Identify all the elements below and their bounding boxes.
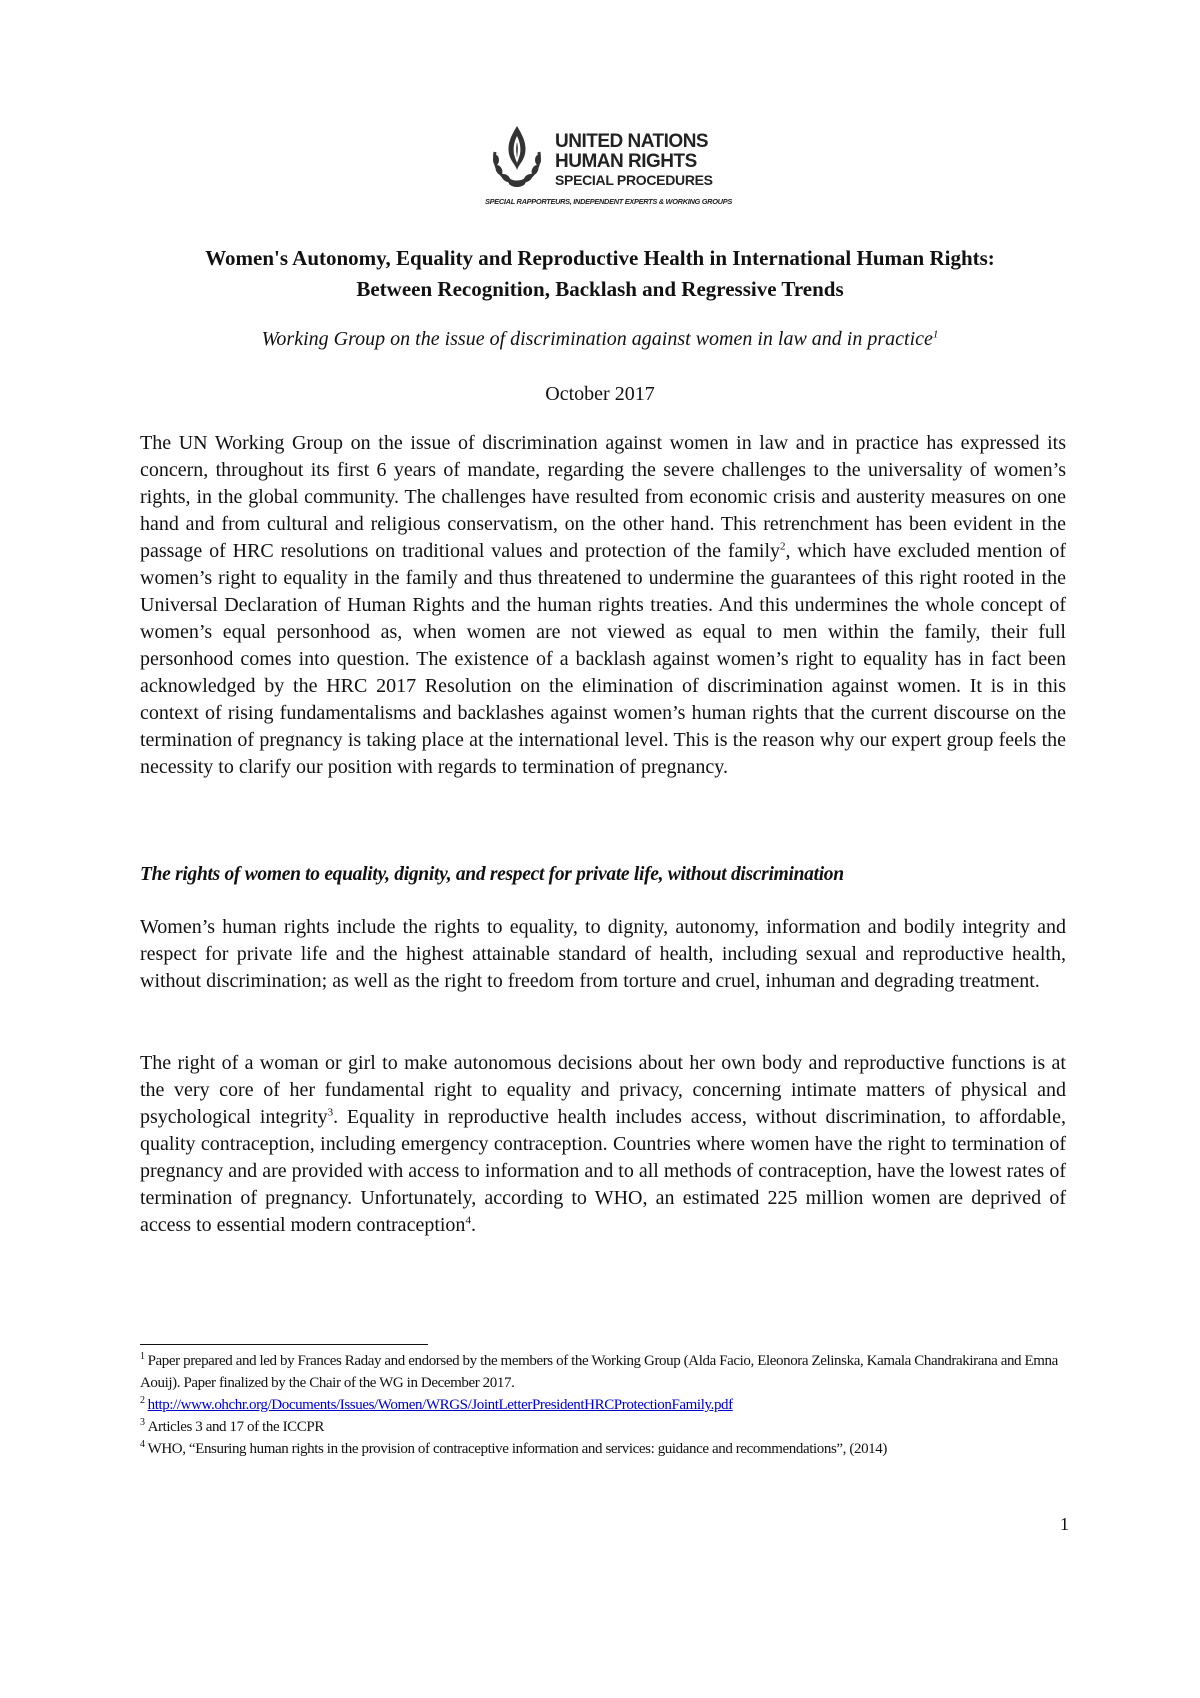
- intro-text-b: , which have excluded mention of women’s right to equality in the family and thus threatened to undermine the guarantees of this right rooted in the Universal Declaration of Human Rights and the human rights treaties. And this undermines the whole concept of women’s equal personhood as, when women are not viewed as equal to men within the family, their full personhood comes into question. The existence of a backlash against women’s right to equality has in fact been acknowledged by the HRC 2017 Resolution on the elimination of discrimination against women. It is in this context of rising fundamentalisms and backlashes against women’s human rights that the current discourse on the termination of pregnancy is taking place at the international level. This is the reason why our expert group feels the necessity to clarify our position with regards to termination of pregnancy.: [140, 540, 1066, 778]
- logo-tagline: SPECIAL RAPPORTEURS, INDEPENDENT EXPERTS & WORKING GROUPS: [485, 197, 732, 206]
- un-emblem-icon: [485, 118, 549, 198]
- footnote-separator: [140, 1344, 428, 1345]
- footnote-4: [140, 1438, 1100, 1460]
- footnote-2: [140, 1394, 1100, 1416]
- rights-paragraph: Women’s human rights include the rights to equality, to dignity, autonomy, information and bodily integrity and respect for private life and the highest attainable standard of health, including sexual and reproductive health, without discrimination; as well as the right to freedom from torture and cruel, inhuman and degrading treatment.: [140, 916, 1066, 992]
- footnote-text: WHO, “Ensuring human rights in the provision of contraceptive information and services: guidance and recommendations”, (2014): [147, 1441, 887, 1457]
- footnotes: [140, 1350, 1100, 1460]
- intro-text-a: The UN Working Group on the issue of discrimination against women in law and in practice has expressed its concern, throughout its first 6 years of mandate, regarding the severe challenges to the universality of women’s rights, in the global community. The challenges have resulted from economic crisis and austerity measures on one hand and from cultural and religious conservatism, on the other hand. This retrenchment has been evident in the passage of HRC resolutions on traditional values and protection of the family: [140, 432, 1066, 562]
- autonomy-paragraph: [140, 1050, 1066, 1239]
- section-heading: The rights of women to equality, dignity, and respect for private life, without discrimination: [140, 864, 844, 885]
- autonomy-text-b: . Equality in reproductive health includes access, without discrimination, to affordable, quality contraception, including emergency contraception. Countries where women have the right to termination of pregnancy and are provided with access to information and to all methods of contraception, have the lowest rates of termination of pregnancy. Unfortunately, according to WHO, an estimated 225 million women are deprived of access to essential modern contraception: [140, 1106, 1066, 1236]
- title-line-1: Women's Autonomy, Equality and Reproductive Health in International Human Rights:: [205, 246, 995, 270]
- page-number: 1: [1060, 1514, 1069, 1534]
- footnote-1: [140, 1350, 1100, 1394]
- un-human-rights-logo: [485, 118, 732, 210]
- footnote-text: Articles 3 and 17 of the ICCPR: [147, 1419, 324, 1435]
- document-title: [100, 243, 1100, 305]
- title-line-2: Between Recognition, Backlash and Regressive Trends: [356, 277, 844, 301]
- footnote-link[interactable]: http://www.ohchr.org/Documents/Issues/Women/WRGS/JointLetterPresidentHRCProtectionFamily.pdf: [147, 1397, 733, 1413]
- logo-line-human-rights: HUMAN RIGHTS: [555, 151, 697, 172]
- footnote-number: 2: [140, 1395, 145, 1406]
- subtitle-text: Working Group on the issue of discrimination against women in law and in practice: [261, 328, 933, 350]
- footnote-3: [140, 1416, 1100, 1438]
- document-subtitle: [100, 326, 1100, 352]
- footnote-ref-3[interactable]: 3: [327, 1106, 334, 1119]
- footnote-text: Paper prepared and led by Frances Raday and endorsed by the members of the Working Group (Alda Facio, Eleonora Zelinska, Kamala Chandrakirana and Emna Aouij). Paper finalized by the Chair of the WG in December 2017.: [140, 1353, 1058, 1391]
- footnote-ref-2[interactable]: 2: [780, 540, 786, 553]
- footnote-ref-4[interactable]: 4: [465, 1214, 471, 1227]
- document-date: October 2017: [545, 383, 655, 405]
- autonomy-text-a: The right of a woman or girl to make autonomous decisions about her own body and reproductive functions is at the very core of her fundamental right to equality and privacy, concerning intimate matters of physical and psychological integrity: [140, 1052, 1066, 1128]
- autonomy-text-c: .: [470, 1214, 476, 1236]
- logo-line-special-procedures: SPECIAL PROCEDURES: [555, 172, 713, 188]
- intro-paragraph: [140, 430, 1066, 781]
- logo-line-united-nations: UNITED NATIONS: [555, 131, 709, 152]
- footnote-number: 1: [140, 1351, 145, 1362]
- footnote-number: 4: [140, 1439, 145, 1450]
- footnote-ref-1[interactable]: 1: [932, 328, 939, 341]
- footnote-number: 3: [140, 1417, 145, 1428]
